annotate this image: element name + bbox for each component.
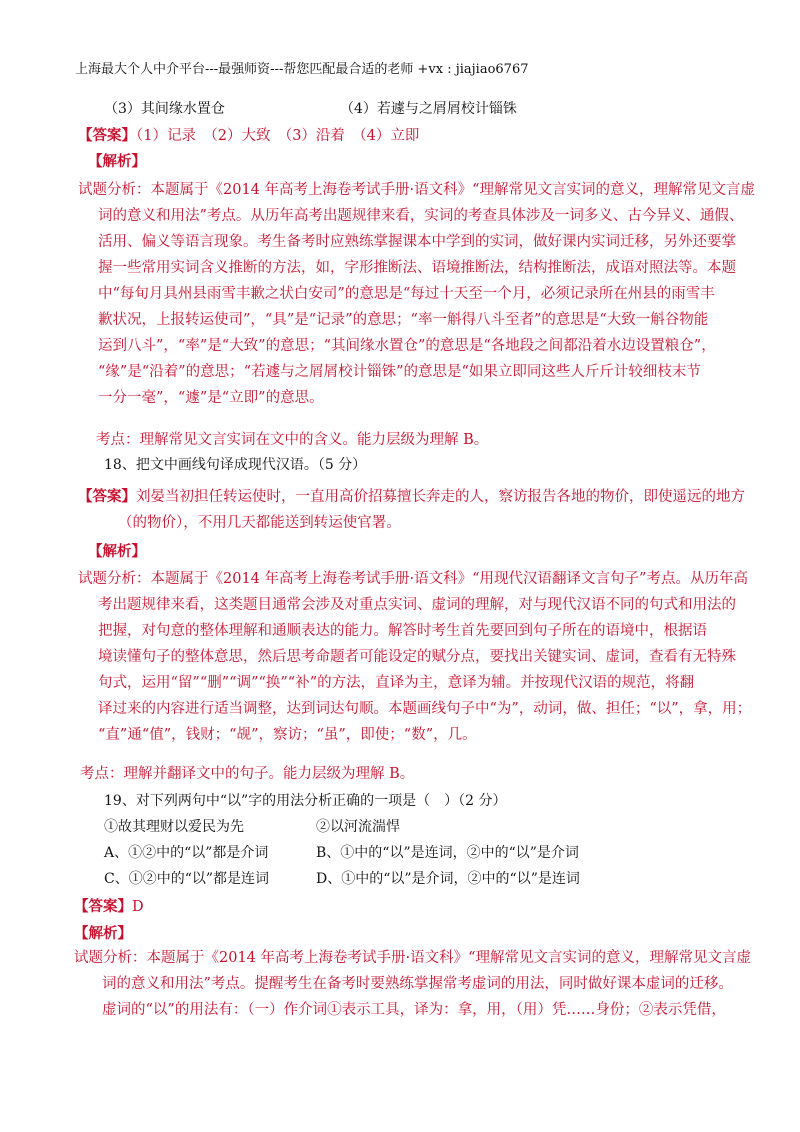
option-a: A、①②中的“以”都是介词	[104, 845, 269, 861]
answer-line: 刘晏当初担任转运使时，一直用高价招募擅长奔走的人，察访报告各地的物价，即使遥远的地方	[136, 489, 745, 505]
option-b: B、①中的“以”是连词，②中的“以”是介词	[316, 845, 579, 861]
analysis-line: 句式，运用“留”“删”“调”“换”“补”的方法，直译为主，意译为辅。并按现代汉语的规范，将翻	[98, 675, 695, 691]
answer-tag: 【答案】	[74, 898, 132, 915]
analysis-line: 词的意义和用法”考点。提醒考生在备考时要熟练掌握常考虚词的用法，同时做好课本虚词的迁移。	[102, 976, 733, 992]
answer-tag: 【答案】	[78, 488, 136, 505]
analysis-line: 试题分析：本题属于《2014 年高考上海卷考试手册·语文科》“用现代汉语翻译文言句子”考点。从历年高	[78, 571, 748, 587]
analysis-line: 握一些常用实词含义推断的方法，如，字形推断法、语境推断法，结构推断法，成语对照法等。本题	[98, 260, 736, 276]
answer-line: （的物价），不用几天都能送到转运使官署。	[118, 515, 401, 531]
answer-row-1	[78, 124, 419, 145]
analysis-line: “直”通“值”，钱财；“觇”，察访；“虽”，即使；“数”，几。	[98, 727, 477, 743]
analysis-line: 活用、偏义等语言现象。考生备考时应熟练掌握课本中学到的实词，做好课内实词迁移，另外还要掌	[98, 234, 736, 250]
sentence-1: ①故其理财以爱民为先	[104, 819, 244, 835]
option-d: D、①中的“以”是介词，②中的“以”是连词	[316, 871, 580, 887]
analysis-paragraph-1	[78, 177, 756, 411]
analysis-tag: 【解析】	[88, 543, 146, 560]
analysis-tag: 【解析】	[88, 153, 146, 170]
answer-text: （1）记录 （2）大致 （3）沿着 （4）立即	[136, 128, 420, 144]
analysis-line: 译过来的内容进行适当调整，达到词达句顺。本题画线句子中“为”，动词，做、担任；“以”，拿，用；	[98, 701, 752, 717]
analysis-line: “缘”是“沿着”的意思；“若遽与之屑屑校计锱铢”的意思是“如果立即同这些人斤斤计较细枝末节	[98, 364, 701, 380]
kaodian-1: 考点：理解常见文言实词在文中的含义。能力层级为理解 B。	[96, 432, 489, 448]
question-18: 18、把文中画线句译成现代汉语。（5 分）	[104, 457, 367, 473]
answer-row-19	[74, 895, 144, 916]
analysis-line: 试题分析：本题属于《2014 年高考上海卷考试手册·语文科》“理解常见文言实词的意义，理解常见文言虚	[74, 950, 752, 966]
analysis-line: 考出题规律来看，这类题目通常会涉及对重点实词、虚词的理解，对与现代汉语不同的句式和用法的	[98, 597, 736, 613]
answer-text: D	[132, 899, 144, 915]
analysis-line: 境读懂句子的整体意思，然后思考命题者可能设定的赋分点，要找出关键实词、虚词，查看有无特殊	[98, 649, 736, 665]
kaodian-18: 考点：理解并翻译文中的句子。能力层级为理解 B。	[80, 766, 415, 782]
analysis-line: 试题分析：本题属于《2014 年高考上海卷考试手册·语文科》“理解常见文言实词的意义，理解常见文言虚	[78, 182, 756, 198]
question-item-4: （4）若遽与之屑屑校计锱铢	[340, 101, 517, 117]
question-19: 19、对下列两句中“以”字的用法分析正确的一项是（ ）（2 分）	[104, 793, 507, 809]
sentence-2: ②以河流湍悍	[316, 819, 400, 835]
analysis-line: 中“每旬月具州县雨雪丰歉之状白安司”的意思是“每过十天至一个月，必须记录所在州县的雨雪丰	[98, 286, 715, 302]
analysis-tag: 【解析】	[74, 925, 132, 942]
analysis-line: 虚词的“以”的用法有：（一）作介词①表示工具，译为：拿，用，（用）凭……身份；②表示凭借，	[102, 1002, 726, 1018]
analysis-line: 一分一毫”，“遽”是“立即”的意思。	[98, 390, 324, 406]
analysis-line: 歉状况，上报转运使司”，“具”是“记录”的意思；“率一斛得八斗至者”的意思是“大致一斛谷物能	[98, 312, 709, 328]
answer-tag: 【答案】	[78, 127, 136, 144]
page-header: 上海最大个人中介平台---最强师资---帮您匹配最合适的老师 +vx : jiajiao6767	[75, 62, 529, 77]
question-item-3: （3）其间缘水置仓	[104, 101, 225, 117]
answer-block-18	[78, 484, 745, 536]
analysis-line: 运到八斗”，“率”是“大致”的意思；“其间缘水置仓”的意思是“各地段之间都沿着水边设置粮仓”，	[98, 338, 716, 354]
option-c: C、①②中的“以”都是连词	[104, 871, 270, 887]
analysis-paragraph-19	[74, 945, 752, 1023]
analysis-line: 把握，对句意的整体理解和通顺表达的能力。解答时考生首先要回到句子所在的语境中，根据语	[98, 623, 707, 639]
analysis-paragraph-18	[78, 566, 752, 748]
analysis-line: 词的意义和用法”考点。从历年高考出题规律来看，实词的考查具体涉及一词多义、古今异义、通假、	[98, 208, 744, 224]
